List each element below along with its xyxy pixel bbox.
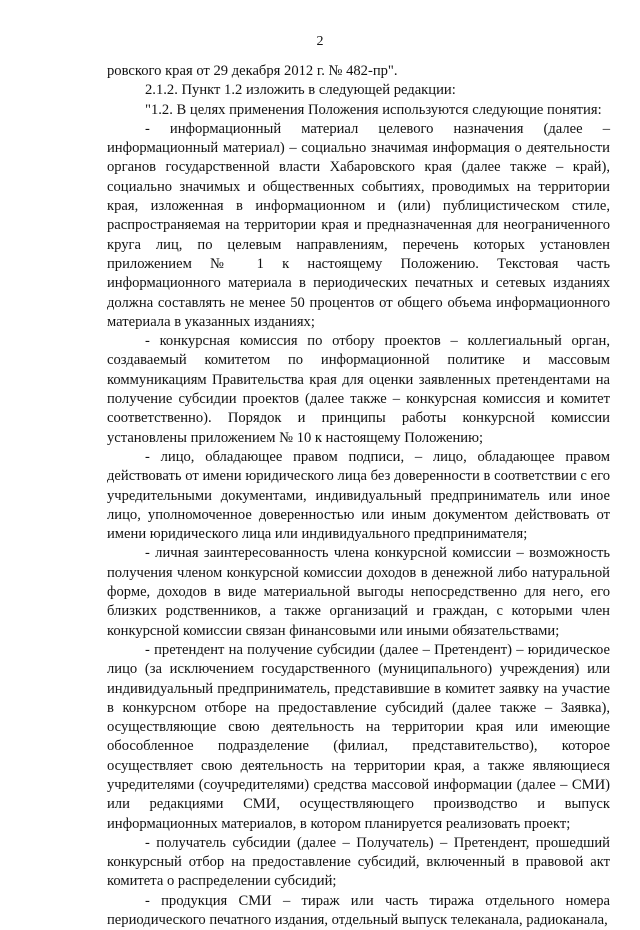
- paragraph-definition-applicant: - претендент на получение субсидии (далее – Претендент) – юридическое лицо (за исключением государственного (муниципального) учреждения) или индивидуальный предприниматель, представившие в комитет заявку на участие в конкурсном отборе на предоставление субсидий (далее также – Заявка), осуществляющие свою деятельность на территории края или имеющие обособленное подразделение (филиал, представительство), которое осуществляет свою деятельность на территории края, а также являющиеся учредителями (соучредителями) средства массовой информации (далее – СМИ) или редакциями СМИ, осуществляющего производство и выпуск информационных материалов, в котором планируется реализовать проект;: [107, 641, 610, 832]
- document-body: [107, 62, 610, 930]
- paragraph-definition-interest: - личная заинтересованность члена конкурсной комиссии – возможность получения членом конкурсной комиссии доходов в денежной либо натуральной форме, доходов в виде материальной выгоды непосредственно для него, его близких родственников, а также организаций и граждан, с которыми член конкурсной комиссии связан финансовыми или иными обязательствами;: [107, 545, 610, 639]
- page-number: 2: [316, 34, 324, 49]
- paragraph-clause-2-1-2: 2.1.2. Пункт 1.2 изложить в следующей редакции:: [145, 82, 456, 99]
- paragraph-definition-media-products: - продукция СМИ – тираж или часть тиража отдельного номера периодического печатного издания, отдельный выпуск телеканала, радиоканала,: [107, 892, 610, 929]
- paragraph-definition-commission: - конкурсная комиссия по отбору проектов – коллегиальный орган, создаваемый комитетом по информационной политике и массовым коммуникациям Правительства края для оценки заявленных претендентами на получение субсидии проектов (далее также – конкурсная комиссия и комитет соответственно). Порядок и принципы работы конкурсной комиссии установлены приложением № 10 к настоящему Положению;: [107, 333, 610, 446]
- paragraph-continuation: ровского края от 29 декабря 2012 г. № 482-пр".: [107, 63, 398, 79]
- paragraph-clause-1-2: "1.2. В целях применения Положения используются следующие понятия:: [145, 101, 602, 118]
- paragraph-definition-recipient: - получатель субсидии (далее – Получатель) – Претендент, прошедший конкурсный отбор на предоставление субсидий, включенный в правовой акт комитета о распределении субсидий;: [107, 834, 610, 890]
- paragraph-definition-info-material: - информационный материал целевого назначения (далее – информационный материал) – социально значимая информация о деятельности органов государственной власти Хабаровского края (далее также – край), социально значимых и общественных событиях, проводимых на территории края, изложенная в информационном и (или) публицистическом стиле, распространяемая на территории края и предназначенная для неограниченного круга лиц, по целевым направлениям, перечень которых установлен приложением № 1 к настоящему Положению. Текстовая часть информационного материала в периодических печатных и сетевых изданиях должна составлять не менее 50 процентов от общего объема информационного материала в указанных изданиях;: [107, 120, 610, 330]
- paragraph-definition-signatory: - лицо, обладающее правом подписи, – лицо, обладающее правом действовать от имени юридического лица без доверенности в соответствии с его учредительными документами, индивидуальный предприниматель или иное лицо, уполномоченное доверенностью или иным документом действовать от имени юридического лица или индивидуального предпринимателя;: [107, 448, 610, 543]
